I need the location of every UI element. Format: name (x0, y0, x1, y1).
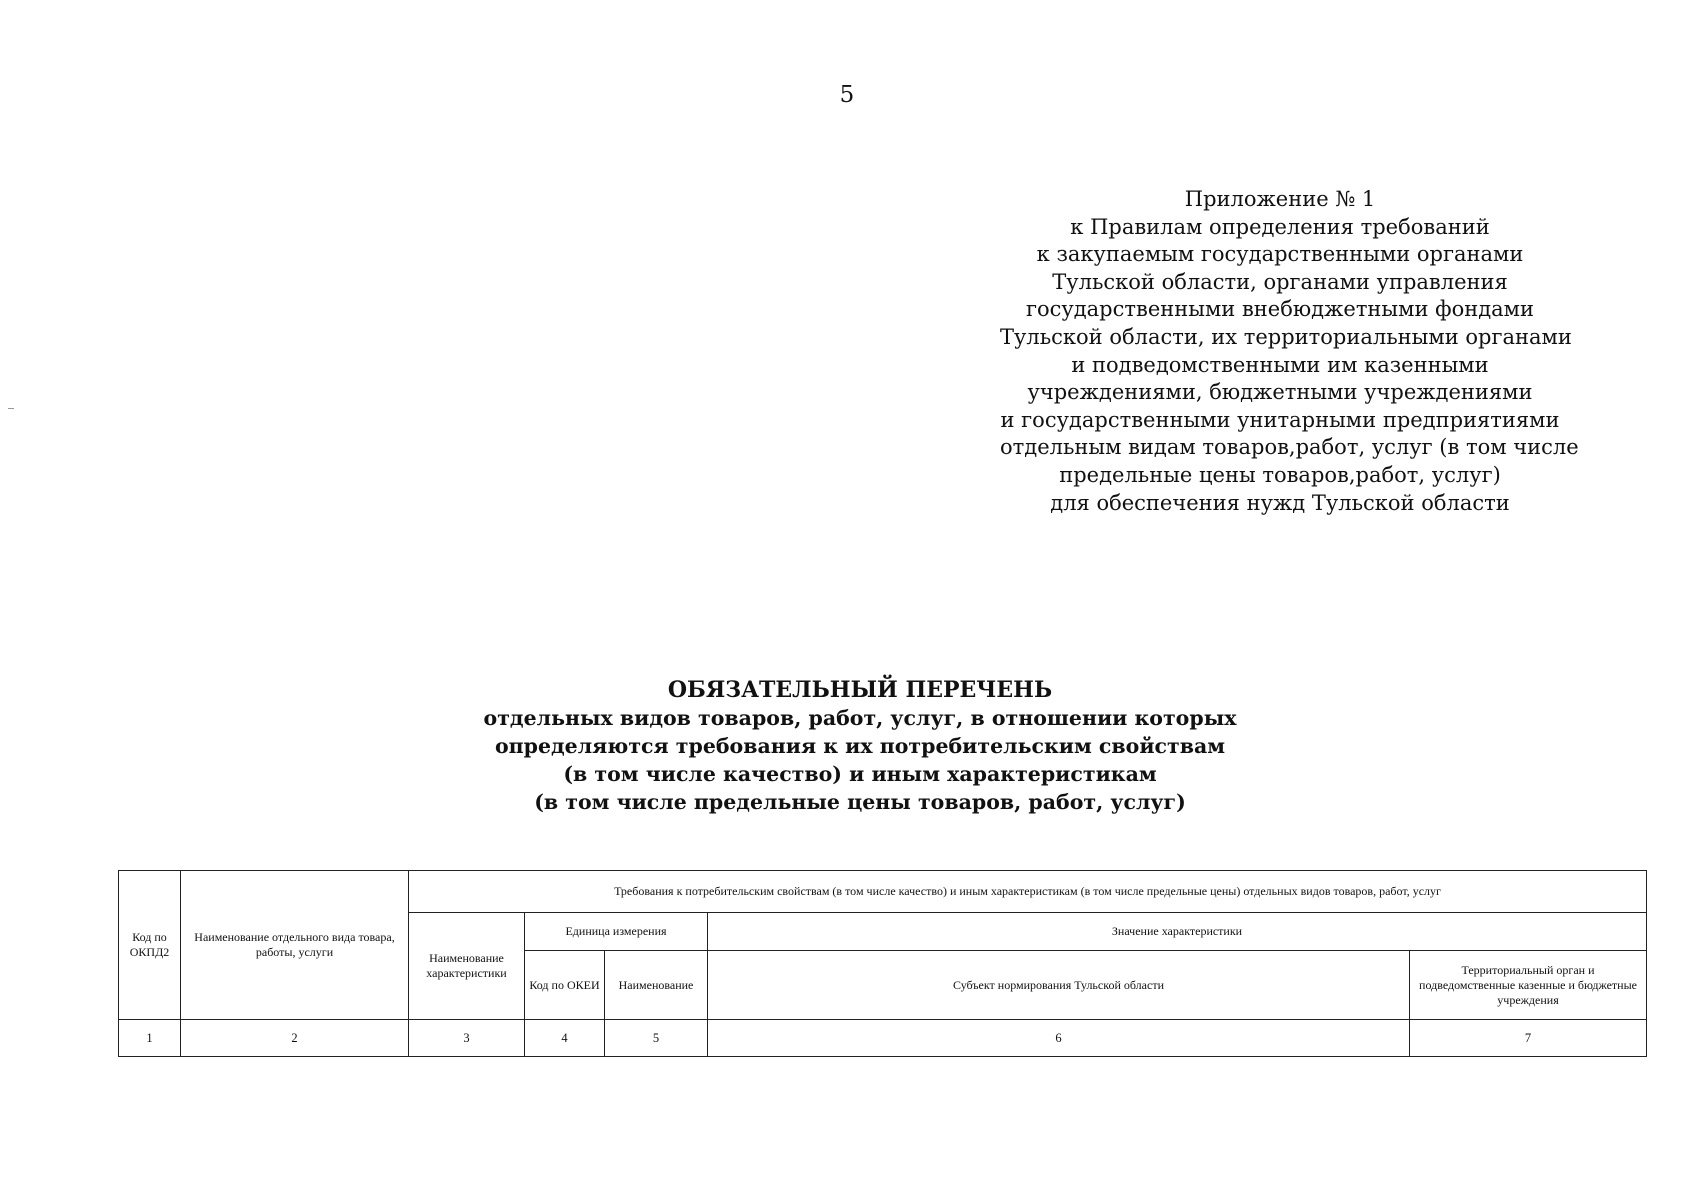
appendix-heading (1000, 186, 1579, 517)
title-line: определяются требования к их потребительским свойствам (494, 734, 1226, 758)
title-line: (в том числе предельные цены товаров, работ, услуг) (534, 790, 1186, 814)
appendix-line: Приложение № 1 (1184, 187, 1376, 211)
column-number: 6 (708, 1020, 1410, 1057)
header-unit: Единица измерения (525, 913, 708, 951)
header-item-name: Наименование отдельного вида товара, работы, услуги (181, 871, 409, 1020)
header-okpd: Код по ОКПД2 (119, 871, 181, 1020)
appendix-line: и государственными унитарными предприятиями (1000, 407, 1560, 432)
appendix-line: Тульской области, органами управления (1052, 269, 1508, 294)
column-number: 7 (1410, 1020, 1647, 1057)
appendix-line: и подведомственными им казенными (1071, 352, 1489, 377)
column-number: 5 (605, 1020, 708, 1057)
appendix-line: государственными внебюджетными фондами (1025, 297, 1535, 322)
title-main: ОБЯЗАТЕЛЬНЫЙ ПЕРЕЧЕНЬ (667, 677, 1053, 703)
requirements-table (118, 870, 1647, 1057)
page-number: 5 (839, 82, 855, 108)
appendix-line: отдельным видам товаров,работ, услуг (в том числе (1000, 435, 1579, 460)
appendix-line: Тульской области, их территориальными органами (1000, 324, 1572, 349)
header-subject: Субъект нормирования Тульской области (708, 951, 1410, 1020)
appendix-line: предельные цены товаров,работ, услуг) (1059, 462, 1501, 487)
header-territorial: Территориальный орган и подведомственные казенные и бюджетные учреждения (1410, 951, 1647, 1020)
document-title (0, 676, 1694, 816)
title-line: отдельных видов товаров, работ, услуг, в отношении которых (483, 706, 1237, 730)
column-number: 2 (181, 1020, 409, 1057)
margin-mark (8, 408, 14, 409)
header-requirements: Требования к потребительским свойствам (в том числе качество) и иным характеристикам (в том числе предельные цены) отдельных видов товаров, работ, услуг (409, 871, 1647, 913)
column-number: 1 (119, 1020, 181, 1057)
header-characteristic-name: Наименование характеристики (409, 913, 525, 1020)
appendix-line: для обеспечения нужд Тульской области (1050, 490, 1510, 515)
appendix-line: к закупаемым государственными органами (1036, 242, 1524, 267)
header-value: Значение характеристики (708, 913, 1647, 951)
appendix-line: к Правилам определения требований (1070, 214, 1490, 239)
header-unit-name: Наименование (605, 951, 708, 1020)
table-row (119, 1020, 1647, 1057)
title-line: (в том числе качество) и иным характеристикам (563, 762, 1157, 786)
header-okei: Код по ОКЕИ (525, 951, 605, 1020)
column-number: 4 (525, 1020, 605, 1057)
column-number: 3 (409, 1020, 525, 1057)
appendix-line: учреждениями, бюджетными учреждениями (1027, 380, 1533, 405)
